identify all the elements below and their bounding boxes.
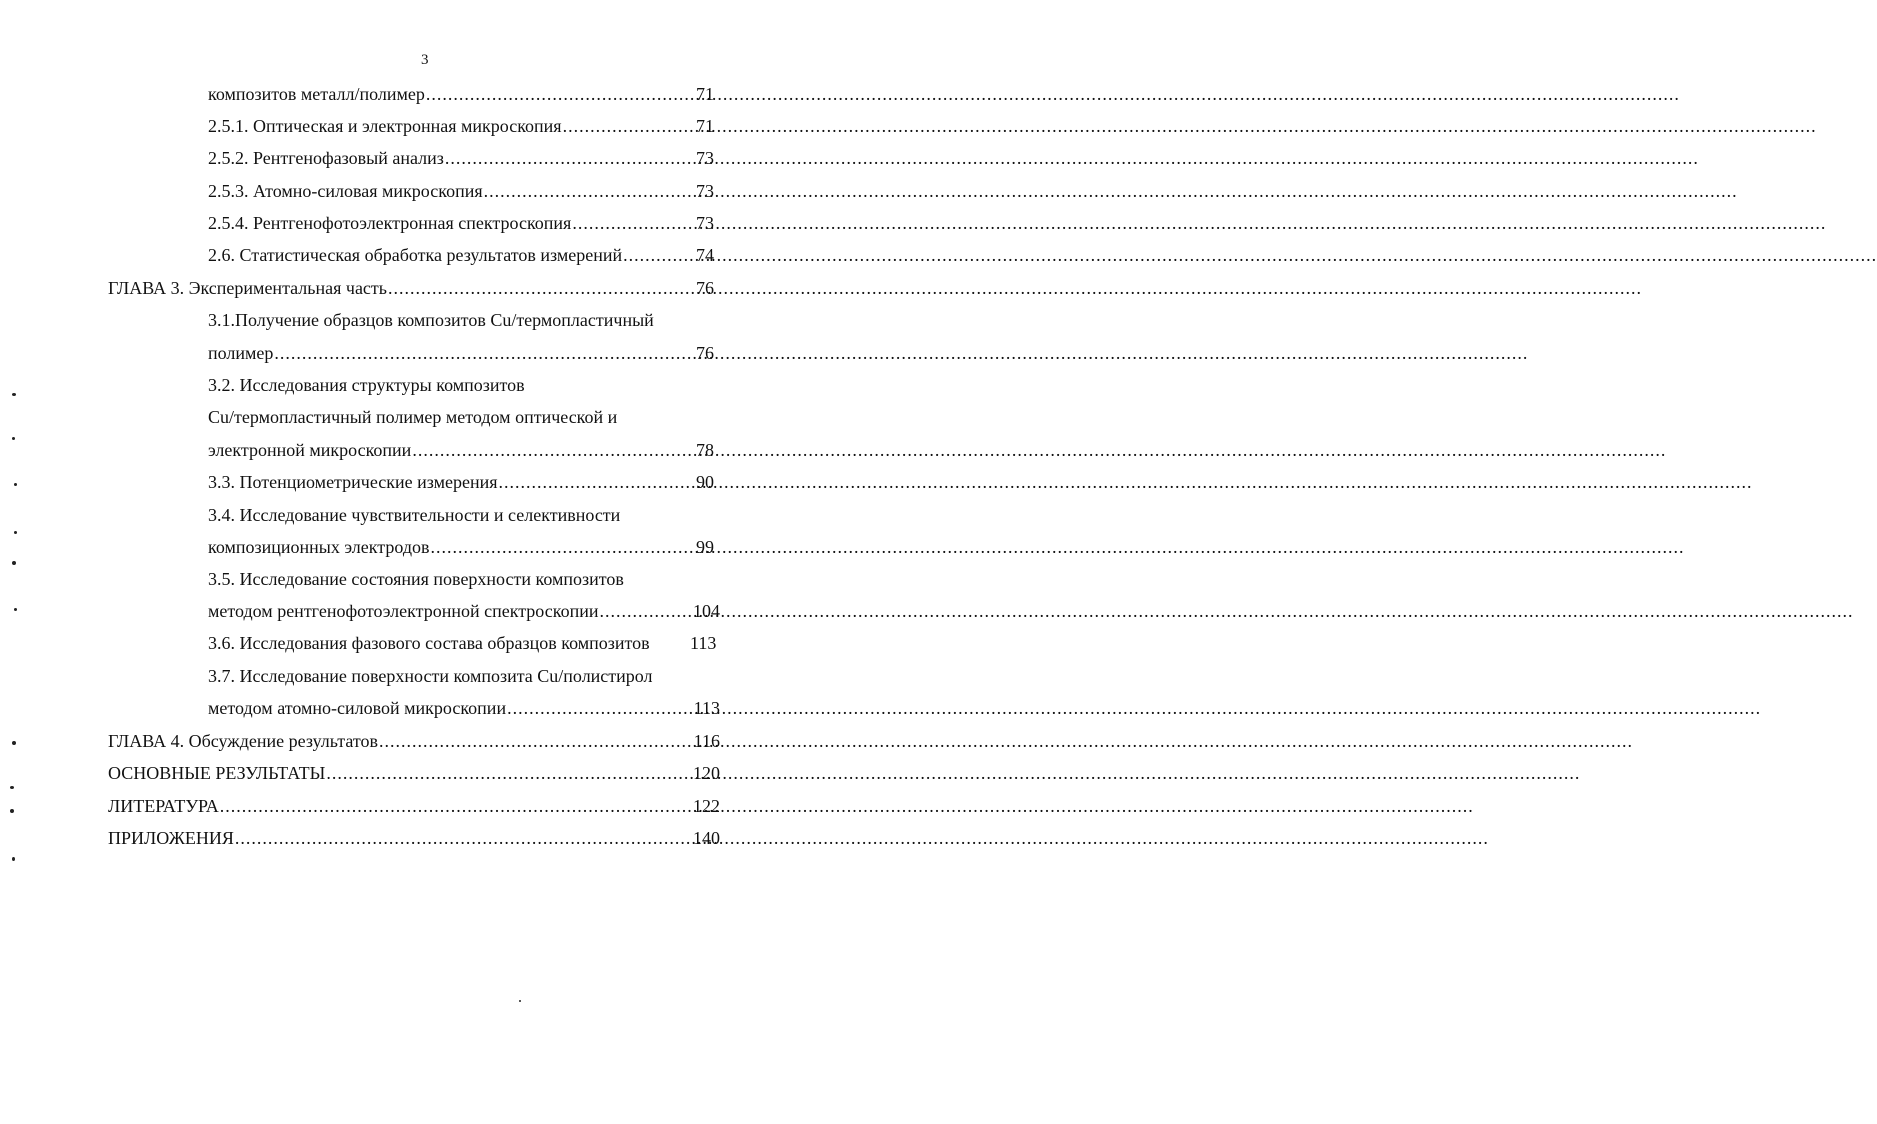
toc-entry-line: 3.1.Получение образцов композитов Cu/термопластичный [208,310,654,330]
scan-speck [14,483,17,486]
toc-entry [208,148,714,168]
toc-entry-title: ОСНОВНЫЕ РЕЗУЛЬТАТЫ [108,763,326,783]
toc-entry-title: методом атомно-силовой микроскопии [208,698,507,718]
leader-dots [274,343,1528,363]
toc-entry-title: электронной микроскопии [208,440,412,460]
toc-chapter-entry [108,278,714,298]
leader-dots [379,731,1633,751]
toc-entry-title: композитов металл/полимер [208,84,425,104]
toc-entry [208,698,720,718]
leader-dots [623,245,1877,265]
toc-entry-title: полимер [208,343,274,363]
toc-entry [208,245,714,265]
toc-entry-line: 3.5. Исследование состояния поверхности композитов [208,569,624,589]
toc-entry-title: 2.5.1. Оптическая и электронная микроскопия [208,116,562,136]
toc-entry [208,84,714,104]
toc-page-number: 76 [696,343,714,363]
toc-entry-line: 3.7. Исследование поверхности композита Cu/полистирол [208,666,653,686]
toc-chapter-entry [108,796,720,816]
scan-speck [12,857,15,861]
toc-entry-title: композиционных электродов [208,537,430,557]
leader-dots [445,148,1699,168]
toc-page-number: 113 [693,698,720,718]
toc-entry-title: 2.5.4. Рентгенофотоэлектронная спектроскопия [208,213,572,233]
leader-dots [430,537,1684,557]
toc-page-number: 71 [696,116,714,136]
scan-speck [12,393,16,396]
toc-entry [208,537,714,557]
toc-entry-title: 3.3. Потенциометрические измерения [208,472,498,492]
toc-page-number: 120 [693,763,720,783]
toc-page-number: 99 [696,537,714,557]
toc-entry-title: 2.5.3. Атомно-силовая микроскопия [208,181,483,201]
scan-speck [14,608,17,611]
toc-page-number: 90 [696,472,714,492]
leader-dots [599,601,1853,621]
leader-dots [235,828,1489,848]
leader-dots [388,278,1642,298]
toc-entry-line: 3.2. Исследования структуры композитов [208,375,525,395]
toc-entry [208,181,714,201]
toc-chapter-entry [108,828,720,848]
scan-speck [12,561,16,565]
toc-page-number: 122 [693,796,720,816]
toc-page-number: 73 [696,213,714,233]
leader-dots [220,796,1474,816]
toc-entry [208,343,714,363]
scan-speck [14,531,17,534]
toc-entry [208,213,714,233]
leader-dots [563,116,1817,136]
toc-page-number: 76 [696,278,714,298]
toc-page-number: 140 [693,828,720,848]
toc-entry-title: 2.6. Статистическая обработка результатов измерений [208,245,623,265]
toc-entry-line: 3.6. Исследования фазового состава образцов композитов [208,633,650,653]
leader-dots [484,181,1738,201]
toc-entry-title: ПРИЛОЖЕНИЯ [108,828,234,848]
scan-speck [519,1000,521,1002]
scan-speck [10,809,14,813]
toc-entry-line: Cu/термопластичный полимер методом оптической и [208,407,618,427]
toc-entry-title: ГЛАВА 3. Экспериментальная часть [108,278,387,298]
toc-page-number: 78 [696,440,714,460]
scan-speck [12,741,16,745]
leader-dots [572,213,1826,233]
toc-page-number: 73 [696,181,714,201]
page-number: 3 [421,52,429,68]
toc-entry [208,440,714,460]
toc-entry-title: методом рентгенофотоэлектронной спектроскопии [208,601,599,621]
toc-entry-title: ГЛАВА 4. Обсуждение результатов [108,731,379,751]
toc-page-number: 116 [693,731,720,751]
scan-speck [10,786,14,789]
toc-page-number: 74 [696,245,714,265]
toc-page-number: 104 [693,601,720,621]
toc-entry [208,601,720,621]
toc-entry-title: ЛИТЕРАТУРА [108,796,219,816]
toc-chapter-entry [108,763,720,783]
toc-page-number: 71 [696,84,714,104]
toc-page-number: 113 [690,633,717,653]
leader-dots [412,440,1666,460]
leader-dots [326,763,1580,783]
toc-entry [208,472,714,492]
leader-dots [426,84,1680,104]
scan-speck [12,437,15,440]
toc-entry [208,116,714,136]
toc-entry-line: 3.4. Исследование чувствительности и селективности [208,505,621,525]
toc-entry-title: 2.5.2. Рентгенофазовый анализ [208,148,444,168]
toc-chapter-entry [108,731,720,751]
toc-page-number: 73 [696,148,714,168]
